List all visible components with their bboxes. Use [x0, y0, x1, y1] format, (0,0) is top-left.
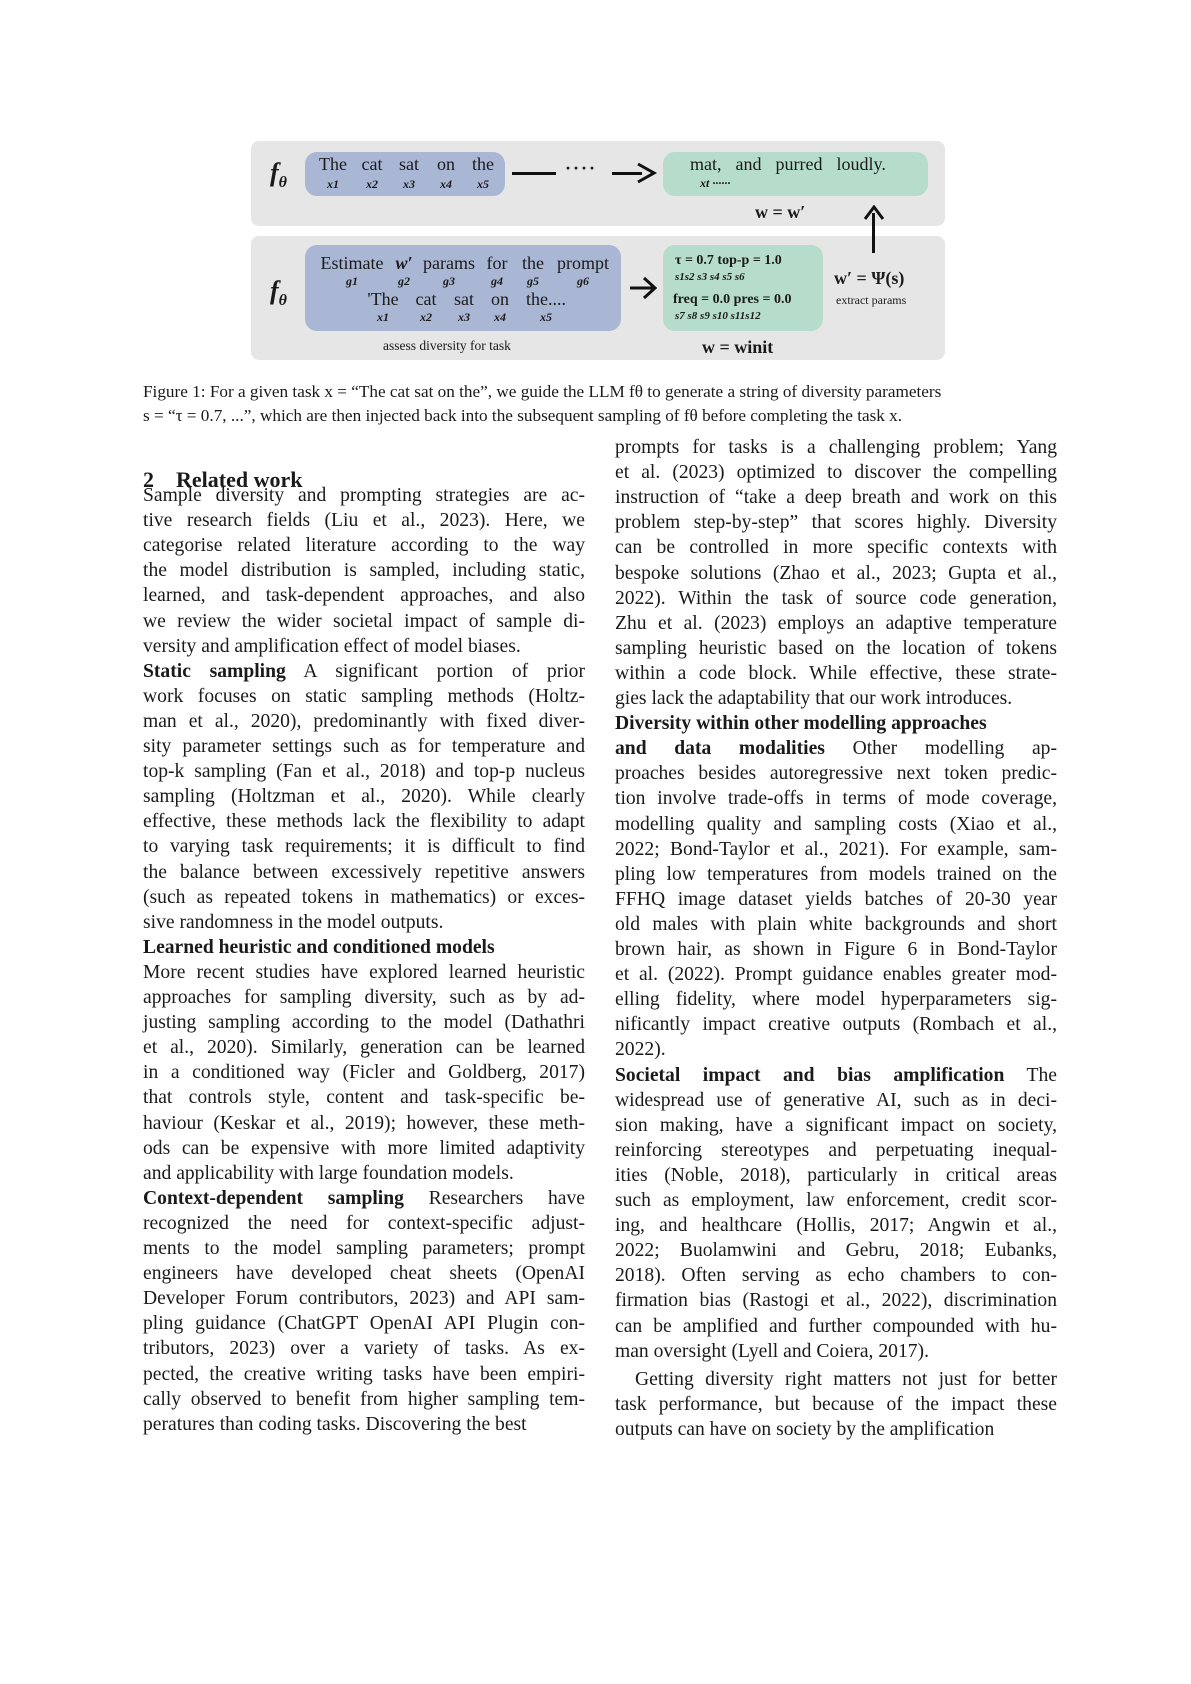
text-line: bespoke solutions (Zhao et al., 2023; Gupta et al.,	[615, 562, 1057, 584]
token-sub: g4	[491, 274, 503, 288]
text-line: can be amplified and further compounded with hu-	[615, 1315, 1057, 1337]
token-sub: x1	[327, 177, 339, 191]
token: Estimate	[320, 253, 384, 273]
token: params	[423, 253, 475, 273]
text-line: to varying task requirements; it is difficult to find	[143, 836, 585, 858]
text-line: that controls style, content and task-specific be-	[143, 1087, 585, 1109]
init-equation: w = winit	[702, 337, 774, 357]
params-line-2: freq = 0.0 pres = 0.0	[673, 292, 792, 307]
token-sub: x5	[540, 310, 552, 324]
text-line: justing sampling according to the model (Dathathri	[143, 1012, 585, 1034]
text-line: tributors, 2023) over a variety of tasks. As ex-	[143, 1338, 585, 1360]
text-line: such as employment, law enforcement, credit scor-	[615, 1190, 1057, 1211]
input-token-subscripts	[313, 177, 501, 192]
text-line: and applicability with large foundation models.	[143, 1162, 514, 1184]
token: the	[472, 154, 494, 174]
text-line: pling low temperatures from models trained on the	[615, 863, 1057, 885]
input-tokens	[313, 154, 501, 175]
prompt-subscripts-1	[314, 274, 614, 289]
text-line: sampling (Holtzman et al., 2020). While clearly	[143, 786, 585, 808]
paragraph-heading: Context-dependent sampling	[143, 1187, 404, 1209]
text-line: reinforcing stereotypes and perpetuating inequal-	[615, 1139, 1057, 1161]
text-line: Static sampling A significant portion of prior	[143, 660, 585, 682]
text-line: outputs can have on society by the amplification	[615, 1418, 995, 1440]
up-arrow-icon	[863, 205, 885, 221]
text-line: ments to the model sampling parameters; prompt	[143, 1238, 585, 1259]
token-sub: g1	[346, 274, 358, 288]
paragraph-heading: Static sampling	[143, 660, 286, 682]
token: w′	[395, 253, 413, 273]
text-line: More recent studies have explored learned heuristic	[143, 961, 585, 983]
text-line: Zhu et al. (2023) employs an adaptive temperature	[615, 612, 1057, 634]
token: 'The	[367, 289, 399, 309]
token: on	[491, 289, 509, 309]
paragraph-heading: Learned heuristic and conditioned models	[143, 936, 495, 958]
extract-params-label: extract params	[836, 293, 907, 307]
text-line: man oversight (Lyell and Coiera, 2017).	[615, 1340, 929, 1362]
token: sat	[454, 289, 474, 309]
section-title: Related work	[176, 467, 303, 492]
text-line: firmation bias (Rastogi et al., 2022), discrimination	[615, 1290, 1057, 1312]
text-line: instruction of “take a deep breath and work on this	[615, 487, 1057, 509]
figure-caption-line-1: Figure 1: For a given task x = “The cat sat on the”, we guide the LLM fθ to generate a string of diversity parameters	[143, 382, 942, 401]
prompt-line-2	[360, 289, 574, 310]
text-line: (such as repeated tokens in mathematics) or exces-	[143, 886, 585, 908]
text-line: ities (Noble, 2018), particularly in critical areas	[615, 1164, 1057, 1186]
text-line: within a code block. While effective, these strate-	[615, 662, 1057, 684]
token: on	[437, 154, 455, 174]
text-line: task performance, but because of the impact these	[615, 1393, 1057, 1415]
text-line: learned, and task-dependent approaches, and also	[143, 585, 585, 607]
text-line: engineers have developed cheat sheets (OpenAI	[143, 1263, 585, 1285]
psi-equation: w′ = Ψ(s)	[834, 268, 905, 288]
text-line: 2022).	[615, 1039, 666, 1061]
token: purred	[775, 154, 823, 174]
section-number: 2	[143, 467, 154, 492]
text-line: man et al., 2020), predominantly with fixed diver-	[143, 710, 585, 732]
text-line: top-k sampling (Fan et al., 2018) and top-p nucleus	[143, 761, 585, 783]
prompt-subscripts-2	[360, 310, 574, 325]
text-line: 2022; Buolamwini and Gebru, 2018; Eubanks,	[615, 1240, 1057, 1262]
text-line: 2018). Often serving as echo chambers to con-	[615, 1265, 1057, 1287]
token-sub: x2	[420, 310, 432, 324]
text-line: sive randomness in the model outputs.	[143, 911, 444, 933]
text-line: haviour (Keskar et al., 2019); however, these meth-	[143, 1112, 585, 1134]
paragraph-heading: Societal impact and bias amplification	[615, 1064, 1005, 1086]
text-line: Societal impact and bias amplification The	[615, 1064, 1057, 1086]
text-line: Context-dependent sampling Researchers have	[143, 1187, 586, 1209]
text-line: can be controlled in more specific contexts with	[615, 537, 1057, 559]
text-line: Developer Forum contributors, 2023) and API sam-	[143, 1288, 585, 1310]
text-line: ods can be expensive with more limited adaptivity	[143, 1137, 585, 1159]
params-line-1: τ = 0.7 top-p = 1.0	[675, 253, 782, 268]
weight-equation: w = w′	[755, 202, 806, 222]
token: the....	[526, 289, 566, 309]
token: cat	[415, 289, 437, 309]
token-sub: x3	[458, 310, 470, 324]
text-line: approaches for sampling diversity, such as by ad-	[143, 987, 585, 1008]
assess-diversity-label: assess diversity for task	[383, 338, 511, 353]
text-line: pling guidance (ChatGPT OpenAI API Plugin con-	[143, 1313, 585, 1335]
text-line: brown hair, as shown in Figure 6 in Bond-Taylor	[615, 939, 1057, 960]
params-subscripts-2: s7 s8 s9 s10 s11s12	[675, 310, 761, 322]
text-line: tion involve trade-offs in terms of mode coverage,	[615, 788, 1057, 810]
token: prompt	[557, 253, 609, 273]
text-line: et al., 2020). Similarly, generation can be learned	[143, 1037, 585, 1059]
text-line: old males with plain white backgrounds and short	[615, 913, 1057, 935]
text-line: peratures than coding tasks. Discovering the best	[143, 1413, 527, 1435]
token-sub: g2	[398, 274, 410, 288]
token: The	[319, 154, 347, 174]
text-line: gies lack the adaptability that our work introduces.	[615, 688, 1013, 709]
token: and	[735, 154, 762, 174]
text-line: tive research fields (Liu et al., 2023). Here, we	[143, 510, 585, 532]
token-sub: x5	[477, 177, 489, 191]
ellipsis: ····	[565, 158, 598, 178]
token-sub: g6	[577, 274, 589, 288]
text-line: et al. (2022). Prompt guidance enables greater mod-	[615, 964, 1057, 986]
token-sub: x4	[494, 310, 506, 324]
token: loudly.	[836, 154, 886, 174]
text-line: we review the wider societal impact of sample di-	[143, 610, 585, 632]
f-theta-symbol-top: $f_\theta$	[270, 158, 287, 192]
text-line: FFHQ image dataset yields batches of 20-30 year	[615, 888, 1057, 910]
text-line: work focuses on static sampling methods (Holtz-	[143, 685, 585, 707]
token-sub: x3	[403, 177, 415, 191]
text-line: and data modalities Other modelling ap-	[615, 738, 1057, 760]
token-sub: x4	[440, 177, 452, 191]
text-line: ing, and healthcare (Hollis, 2017; Angwin et al.,	[615, 1215, 1057, 1237]
paragraph-heading: and data modalities	[615, 738, 825, 760]
token-sub: x1	[377, 310, 389, 324]
text-line: versity and amplification effect of model biases.	[143, 635, 521, 657]
figure-caption-line-2: s = “τ = 0.7, ...”, which are then injected back into the subsequent sampling of fθ before completing the task x.	[143, 406, 903, 425]
text-line: widespread use of generative AI, such as in deci-	[615, 1089, 1057, 1111]
token: sat	[399, 154, 419, 174]
text-line: Sample diversity and prompting strategies are ac-	[143, 485, 585, 506]
text-line: sampling heuristic based on the location of tokens	[615, 637, 1057, 659]
params-subscripts-1: s1s2 s3 s4 s5 s6	[675, 271, 745, 283]
text-line: sity parameter settings such as for temperature and	[143, 736, 585, 757]
text-line: recognized the need for context-specific adjust-	[143, 1212, 585, 1234]
token: the	[522, 253, 544, 273]
text-line: 2022). Within the task of source code generation,	[615, 587, 1057, 609]
token-sub: g3	[443, 274, 455, 288]
paragraph-heading: Diversity within other modelling approaches	[615, 713, 987, 735]
text-line: sion making, have a significant impact on society,	[615, 1114, 1057, 1136]
text-line: the balance between excessively repetitive answers	[143, 861, 585, 883]
text-line: pected, the creative writing tasks have been empiri-	[143, 1363, 585, 1385]
text-line: nificantly impact creative outputs (Rombach et al.,	[615, 1014, 1057, 1036]
right-arrow-icon	[628, 276, 658, 300]
text-line	[615, 710, 1057, 737]
text-line: effective, these methods lack the flexibility to adapt	[143, 811, 585, 833]
token: for	[486, 253, 508, 273]
text-line: proaches besides autoregressive next token predic-	[615, 763, 1057, 785]
prompt-line-1	[314, 253, 614, 274]
text-line: Getting diversity right matters not just for better	[635, 1368, 1057, 1390]
text-line: in a conditioned way (Ficler and Goldberg, 2017)	[143, 1062, 585, 1084]
text-line: problem step-by-step” that scores highly. Diversity	[615, 512, 1057, 534]
token-sub: g5	[527, 274, 539, 288]
arrow-line	[512, 172, 556, 175]
figure-1	[0, 0, 1191, 425]
right-arrow-icon	[636, 162, 658, 184]
text-line: cally observed to benefit from higher sampling tem-	[143, 1388, 585, 1410]
token: mat,	[690, 154, 722, 174]
output-tokens	[690, 154, 886, 175]
text-line: 2022; Bond-Taylor et al., 2021). For example, sam-	[615, 838, 1057, 860]
text-line	[143, 934, 585, 961]
token-sub: x2	[366, 177, 378, 191]
text-line: categorise related literature according to the way	[143, 535, 585, 557]
text-line: the model distribution is sampled, including static,	[143, 560, 585, 582]
text-line: elling fidelity, where model hyperparameters sig-	[615, 989, 1057, 1011]
output-subscripts: xt ······	[700, 176, 731, 190]
text-line: prompts for tasks is a challenging problem; Yang	[615, 437, 1057, 458]
f-theta-symbol-bottom: $f_\theta$	[270, 276, 287, 310]
token: cat	[361, 154, 383, 174]
text-line: et al. (2023) optimized to discover the compelling	[615, 462, 1057, 484]
text-line: modelling quality and sampling costs (Xiao et al.,	[615, 813, 1057, 835]
